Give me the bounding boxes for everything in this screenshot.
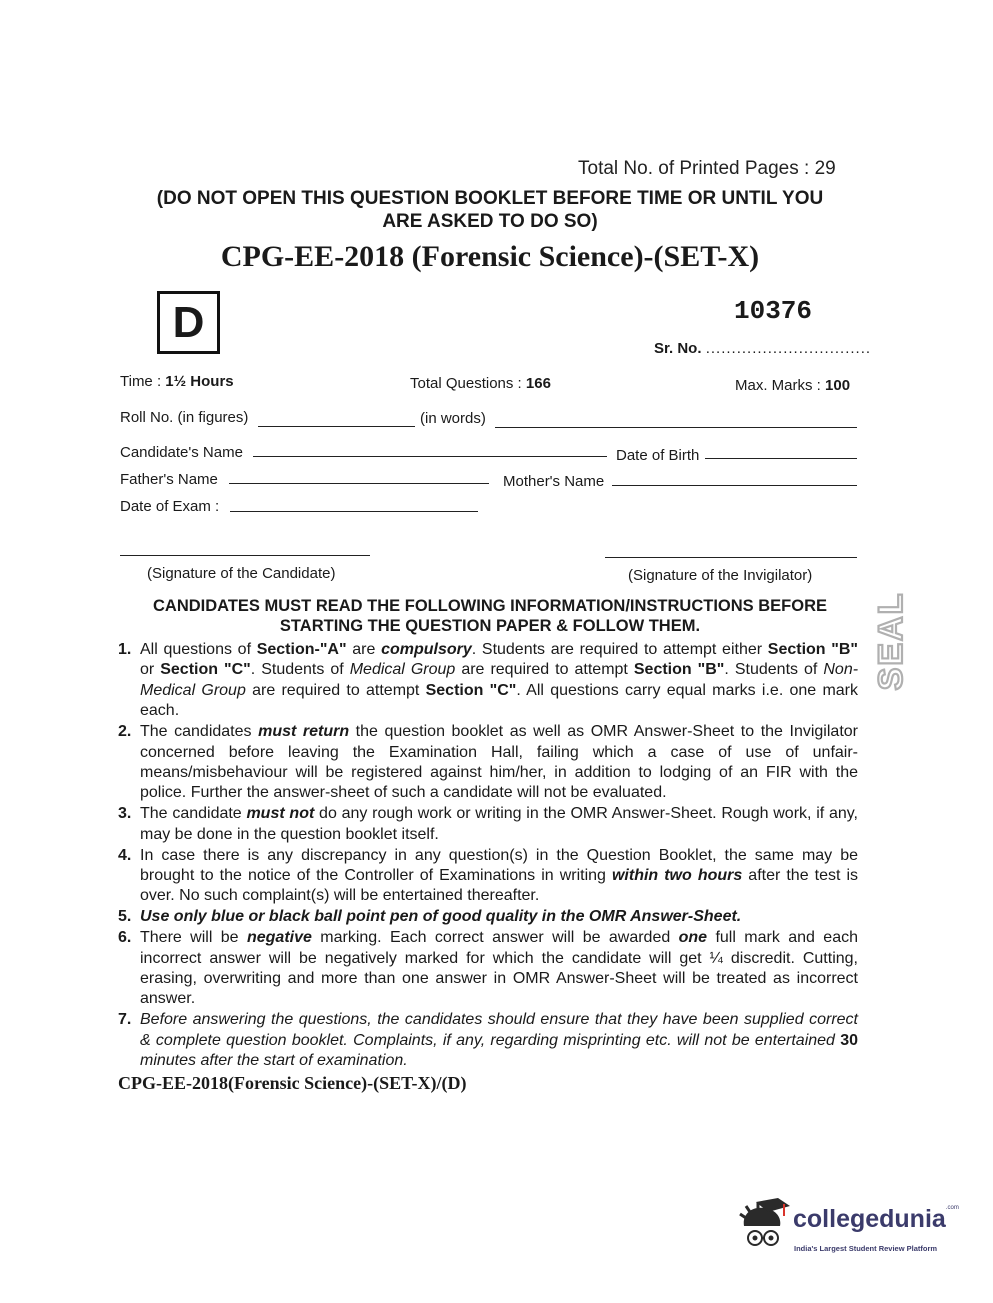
instruction-text: Before answering the questions, the candidates should ensure that they have been supplied correct & complete question booklet. Complaints, if any, regarding misprinting etc. will not be entertained xyxy=(140,1011,858,1049)
candidate-name-label: Candidate's Name xyxy=(120,444,243,461)
exam-title: CPG-EE-2018 (Forensic Science)-(SET-X) xyxy=(220,240,760,273)
instruction-item xyxy=(118,846,858,907)
instruction-number: 3. xyxy=(118,805,132,823)
exam-time xyxy=(120,373,234,390)
do-not-open-warning xyxy=(120,187,860,233)
time-label: Time : xyxy=(120,373,166,390)
logo-suffix: .com xyxy=(945,1205,959,1211)
questions-label: Total Questions : xyxy=(410,375,526,392)
instruction-text: are required to attempt xyxy=(245,681,426,699)
instruction-text: minutes after the start of examination. xyxy=(140,1052,408,1070)
sr-no-label: Sr. No. xyxy=(654,340,702,357)
father-name-field[interactable] xyxy=(229,483,489,484)
instruction-text: Section "B" xyxy=(767,641,858,658)
date-exam-field[interactable] xyxy=(230,511,478,512)
instruction-number: 6. xyxy=(118,929,132,947)
instruction-text: . Students of xyxy=(250,661,350,679)
instruction-text: All questions of xyxy=(140,641,257,658)
date-exam-label: Date of Exam : xyxy=(120,498,220,515)
instruction-text: Section "B" xyxy=(633,661,725,679)
instruction-item xyxy=(118,928,858,1010)
sr-no-field xyxy=(654,340,871,357)
instructions-list xyxy=(118,640,858,1072)
logo-tagline: India's Largest Student Review Platform xyxy=(794,1244,938,1253)
instruction-text: The candidates xyxy=(140,723,259,741)
instruction-text: within two hours xyxy=(611,866,743,884)
roll-words-label: (in words) xyxy=(420,410,486,427)
instruction-item xyxy=(118,804,858,845)
instruction-text: are xyxy=(346,641,382,658)
candidate-signature-field[interactable] xyxy=(120,555,370,556)
questions-value: 166 xyxy=(525,375,551,392)
instruction-text: negative xyxy=(246,929,312,947)
father-name-label: Father's Name xyxy=(120,471,218,488)
instruction-text: one xyxy=(678,929,708,947)
instruction-text: the question booklet as well as OMR Answer-Sheet to the Invigilator concerned before leaving the Examination Hall, failing which a case of use of unfair-means/misbehaviour will be registered against him/her, in addition to lodging of an FIR with the police. Further the answer-sheet of such a candidate will not be evaluated. xyxy=(140,723,858,802)
dob-label: Date of Birth xyxy=(616,447,700,464)
instruction-number: 7. xyxy=(118,1011,132,1029)
sr-no-dots: ................................ xyxy=(705,340,872,357)
seal-text: SEAL xyxy=(871,591,910,691)
instructions-heading-line-1: CANDIDATES MUST READ THE FOLLOWING INFORMATION/INSTRUCTIONS BEFORE xyxy=(152,597,828,615)
instruction-item xyxy=(118,1010,858,1071)
instruction-text: full mark and each incorrect answer will be negatively marked for which the candidate will get ¼ discredit. Cutting, erasing, overwriting and more than one answer in OMR Answer-Sheet will be treated as incorrect answer. xyxy=(140,929,858,1008)
mascot-icon xyxy=(740,1198,790,1245)
instruction-text: . Students are required to attempt either xyxy=(471,641,768,658)
instruction-number: 5. xyxy=(118,908,132,926)
warning-line-2: ARE ASKED TO DO SO) xyxy=(382,211,598,232)
instruction-text: The candidate xyxy=(140,805,247,823)
instructions-heading-line-2: STARTING THE QUESTION PAPER & FOLLOW THEM. xyxy=(279,617,701,635)
instruction-text: do any rough work or writing in the OMR Answer-Sheet. Rough work, if any, may be done in the question booklet itself. xyxy=(140,805,859,843)
instruction-text: must not xyxy=(246,805,315,823)
instruction-text: after the test is over. No such complaint(s) will be entertained thereafter. xyxy=(140,866,859,905)
total-questions xyxy=(410,375,551,392)
max-marks xyxy=(735,377,850,394)
instruction-text: must return xyxy=(258,723,350,741)
candidate-signature-label: (Signature of the Candidate) xyxy=(147,565,336,582)
instruction-text: or xyxy=(140,661,161,679)
instruction-item xyxy=(118,722,858,804)
instruction-text: Section "C" xyxy=(425,681,517,699)
seal-stamp xyxy=(871,591,910,691)
instructions-heading xyxy=(120,596,860,636)
instruction-number: 1. xyxy=(118,641,132,658)
instruction-text: Use only blue or black ball point pen of good quality in the OMR Answer-Sheet. xyxy=(140,908,742,926)
instruction-item xyxy=(118,640,858,722)
roll-words-field[interactable] xyxy=(495,427,857,428)
instruction-text: There will be xyxy=(140,929,247,947)
instruction-text: Medical Group xyxy=(349,661,456,679)
roll-figures-label: Roll No. (in figures) xyxy=(120,409,249,426)
mother-name-label: Mother's Name xyxy=(503,473,605,490)
candidate-name-field[interactable] xyxy=(253,456,607,457)
marks-label: Max. Marks : xyxy=(735,377,826,394)
instruction-text: In case there is any discrepancy in any question(s) in the Question Booklet, the same may be brought to the notice of the Controller of Examinations in writing xyxy=(140,846,858,884)
instruction-number: 2. xyxy=(118,723,132,741)
instruction-text: are required to attempt xyxy=(455,661,634,679)
invigilator-signature-field[interactable] xyxy=(605,557,857,558)
instruction-text: . Students of xyxy=(724,661,824,679)
booklet-serial-number: 10376 xyxy=(734,296,813,326)
roll-figures-field[interactable] xyxy=(258,426,415,427)
invigilator-signature-label: (Signature of the Invigilator) xyxy=(628,567,813,584)
instruction-text: compulsory xyxy=(381,641,472,658)
instruction-number: 4. xyxy=(118,846,132,864)
dob-field[interactable] xyxy=(705,458,857,459)
time-value: 1½ Hours xyxy=(165,373,234,390)
instruction-item xyxy=(118,907,858,927)
footer-exam-code: CPG-EE-2018(Forensic Science)-(SET-X)/(D) xyxy=(118,1073,467,1093)
instruction-text: . All questions carry equal marks i.e. one mark each. xyxy=(140,681,859,720)
mother-name-field[interactable] xyxy=(612,485,857,486)
logo-wordmark xyxy=(793,1205,959,1234)
booklet-set-letter: D xyxy=(157,291,220,354)
instruction-text: 30 xyxy=(840,1031,858,1049)
warning-line-1: (DO NOT OPEN THIS QUESTION BOOKLET BEFORE TIME OR UNTIL YOU xyxy=(156,188,824,209)
total-printed-pages: Total No. of Printed Pages : 29 xyxy=(578,158,836,179)
marks-value: 100 xyxy=(825,377,851,394)
instruction-text: Non-Medical Group xyxy=(140,661,859,699)
instruction-text: Section "C" xyxy=(160,661,251,679)
instruction-text: marking. Each correct answer will be awarded xyxy=(311,929,679,947)
logo-name: collegedunia xyxy=(793,1205,946,1233)
instruction-text: Section-"A" xyxy=(256,641,347,658)
